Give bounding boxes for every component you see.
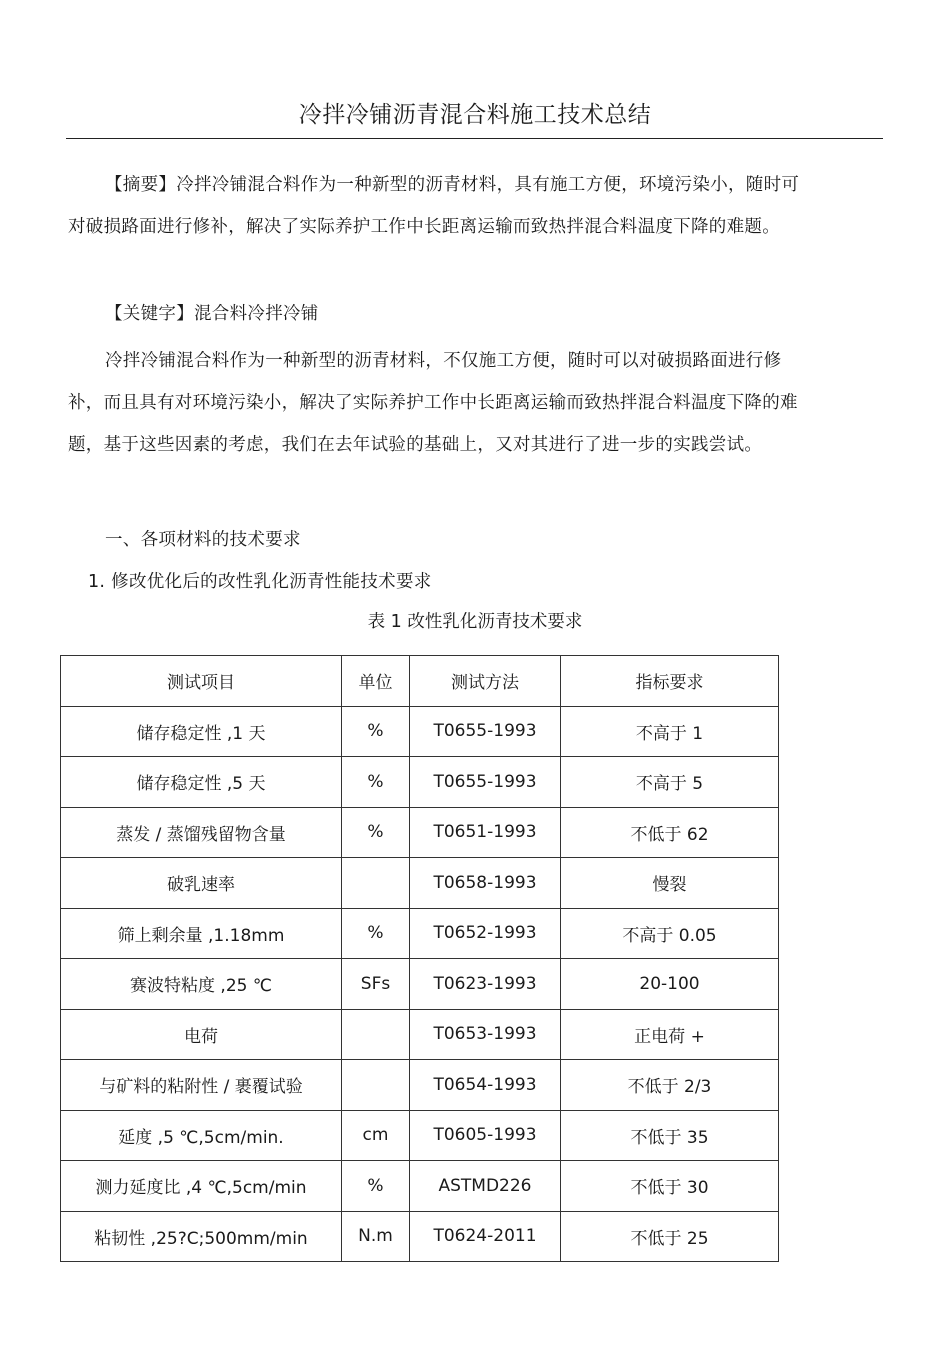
table-row	[61, 1211, 779, 1262]
cell-test-item: 粘韧性 ,25?C;500mm/min	[61, 1211, 342, 1262]
spec-table	[60, 655, 779, 1262]
table-caption: 表 1 改性乳化沥青技术要求	[367, 612, 583, 632]
cell-requirement: 不低于 25	[561, 1211, 779, 1262]
cell-requirement: 不低于 62	[561, 807, 779, 858]
cell-test-method: T0624-2011	[410, 1211, 561, 1262]
header-unit: 单位	[342, 656, 410, 707]
cell-unit: N.m	[342, 1211, 410, 1262]
cell-test-item: 储存稳定性 ,5 天	[61, 757, 342, 808]
table-row	[61, 908, 779, 959]
cell-unit	[342, 1009, 410, 1060]
cell-test-item: 赛波特粘度 ,25 ℃	[61, 959, 342, 1010]
cell-unit: SFs	[342, 959, 410, 1010]
table-row	[61, 1110, 779, 1161]
cell-test-method: T0605-1993	[410, 1110, 561, 1161]
cell-requirement: 不高于 5	[561, 757, 779, 808]
cell-test-method: T0651-1993	[410, 807, 561, 858]
header-test-method: 测试方法	[410, 656, 561, 707]
cell-test-item: 电荷	[61, 1009, 342, 1060]
cell-unit: %	[342, 807, 410, 858]
cell-test-item: 破乳速率	[61, 858, 342, 909]
cell-test-method: T0658-1993	[410, 858, 561, 909]
cell-test-method: T0654-1993	[410, 1060, 561, 1111]
cell-requirement: 慢裂	[561, 858, 779, 909]
table-row	[61, 706, 779, 757]
cell-unit: %	[342, 706, 410, 757]
keywords-line: 【关键字】混合料冷拌冷铺	[105, 304, 319, 324]
subsection-heading: 1. 修改优化后的改性乳化沥青性能技术要求	[88, 572, 432, 592]
cell-unit: %	[342, 1161, 410, 1212]
document-title: 冷拌冷铺沥青混合料施工技术总结	[298, 102, 652, 128]
cell-test-method: ASTMD226	[410, 1161, 561, 1212]
cell-requirement: 不高于 0.05	[561, 908, 779, 959]
table-row	[61, 1161, 779, 1212]
cell-requirement: 不低于 2/3	[561, 1060, 779, 1111]
section-heading: 一、各项材料的技术要求	[105, 530, 301, 550]
table-row	[61, 858, 779, 909]
abstract-paragraph: 【摘要】冷拌冷铺混合料作为一种新型的沥青材料，具有施工方便，环境污染小，随时可对破损路面进行修补，解决了实际养护工作中长距离运输而致热拌混合料温度下降的难题。	[68, 175, 800, 237]
table-row	[61, 807, 779, 858]
cell-test-item: 储存稳定性 ,1 天	[61, 706, 342, 757]
cell-test-method: T0623-1993	[410, 959, 561, 1010]
cell-test-item: 测力延度比 ,4 ℃,5cm/min	[61, 1161, 342, 1212]
cell-requirement: 20-100	[561, 959, 779, 1010]
title-underline	[66, 138, 883, 139]
cell-requirement: 正电荷 +	[561, 1009, 779, 1060]
cell-test-item: 与矿料的粘附性 / 裹覆试验	[61, 1060, 342, 1111]
table-row	[61, 1060, 779, 1111]
cell-test-item: 蒸发 / 蒸馏残留物含量	[61, 807, 342, 858]
body-paragraph: 冷拌冷铺混合料作为一种新型的沥青材料，不仅施工方便，随时可以对破损路面进行修补，而且具有对环境污染小，解决了实际养护工作中长距离运输而致热拌混合料温度下降的难题，基于这些因素的考虑，我们在去年试验的基础上，又对其进行了进一步的实践尝试。	[68, 351, 798, 455]
cell-test-method: T0655-1993	[410, 757, 561, 808]
cell-test-item: 延度 ,5 ℃,5cm/min.	[61, 1110, 342, 1161]
cell-requirement: 不高于 1	[561, 706, 779, 757]
cell-unit: %	[342, 908, 410, 959]
cell-unit: cm	[342, 1110, 410, 1161]
cell-test-method: T0655-1993	[410, 706, 561, 757]
header-test-item: 测试项目	[61, 656, 342, 707]
cell-unit: %	[342, 757, 410, 808]
cell-test-method: T0653-1993	[410, 1009, 561, 1060]
table-row	[61, 1009, 779, 1060]
table-row	[61, 757, 779, 808]
table-row	[61, 959, 779, 1010]
cell-unit	[342, 858, 410, 909]
cell-requirement: 不低于 30	[561, 1161, 779, 1212]
cell-test-item: 筛上剩余量 ,1.18mm	[61, 908, 342, 959]
header-requirement: 指标要求	[561, 656, 779, 707]
cell-test-method: T0652-1993	[410, 908, 561, 959]
cell-unit	[342, 1060, 410, 1111]
table-header-row	[61, 656, 779, 707]
cell-requirement: 不低于 35	[561, 1110, 779, 1161]
